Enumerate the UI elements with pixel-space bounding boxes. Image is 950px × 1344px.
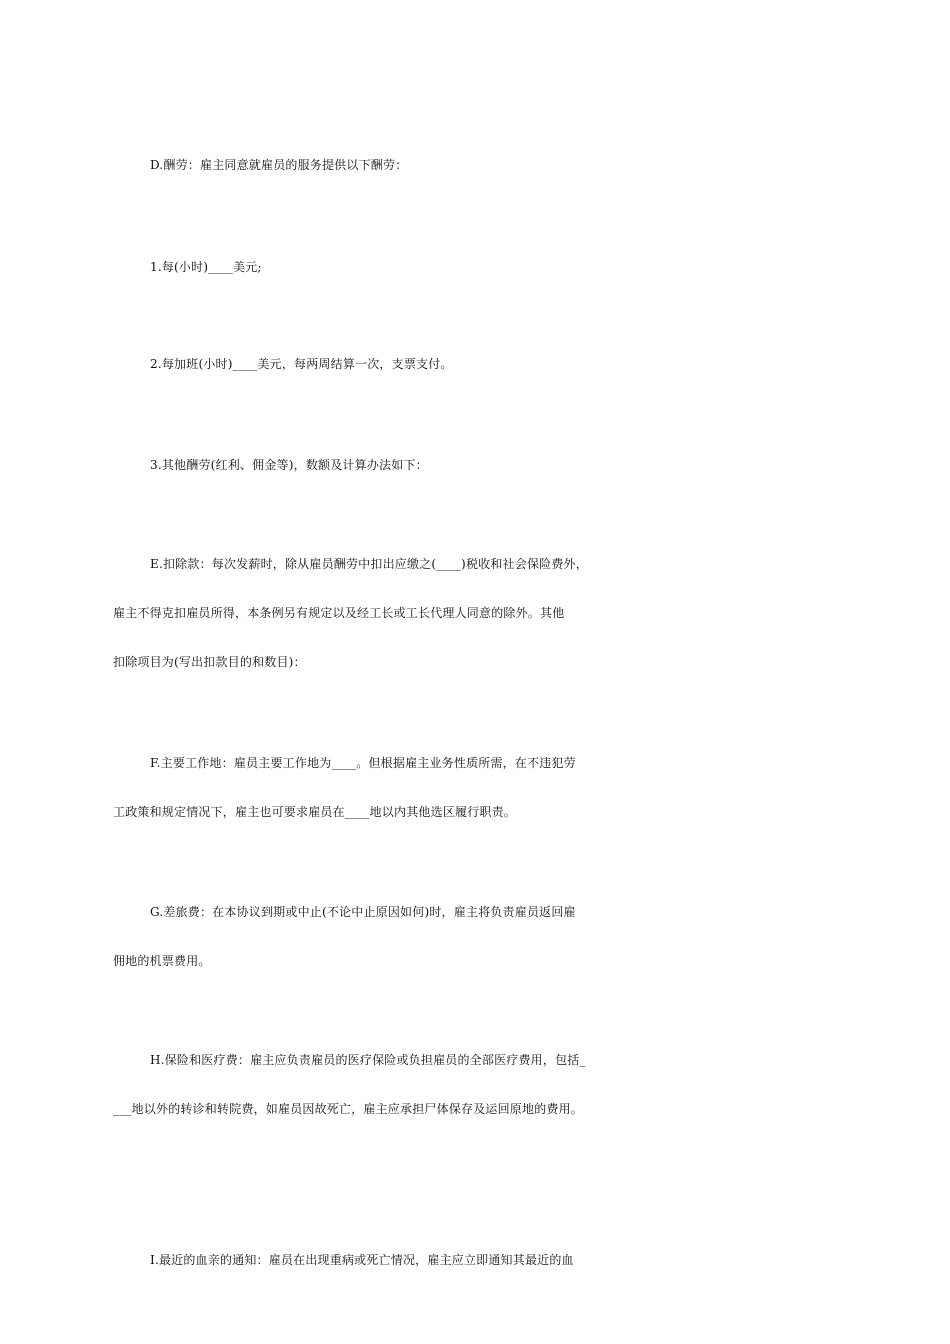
clause-i-line-1: I.最近的血亲的通知：雇员在出现重病或死亡情况，雇主应立即通知其最近的血: [150, 1253, 574, 1267]
clause-d-item-2: 2.每加班(小时)____美元，每两周结算一次，支票支付。: [150, 357, 453, 371]
clause-h-line-1: H.保险和医疗费：雇主应负责雇员的医疗保险或负担雇员的全部医疗费用，包括_: [150, 1053, 586, 1067]
clause-d-heading: D.酬劳：雇主同意就雇员的服务提供以下酬劳：: [150, 158, 408, 172]
clause-f-line-1: F.主要工作地：雇员主要工作地为____。但根据雇主业务性质所需，在不违犯劳: [150, 756, 576, 770]
clause-e-line-3: 扣除项目为(写出扣款目的和数目)：: [113, 655, 306, 669]
clause-h-line-2: ___地以外的转诊和转院费，如雇员因故死亡，雇主应承担尸体保存及运回原地的费用。: [113, 1102, 584, 1116]
clause-g-line-1: G.差旅费：在本协议到期或中止(不论中止原因如何)时，雇主将负责雇员返回雇: [150, 905, 576, 919]
clause-f-line-2: 工政策和规定情况下，雇主也可要求雇员在____地以内其他选区履行职责。: [113, 805, 517, 819]
clause-d-item-1: 1.每(小时)____美元;: [150, 260, 262, 274]
clause-d-item-3: 3.其他酬劳(红利、佣金等)，数额及计算办法如下：: [150, 458, 428, 472]
clause-e-line-1: E.扣除款：每次发薪时，除从雇员酬劳中扣出应缴之(____)税收和社会保险费外，: [150, 557, 588, 571]
clause-g-line-2: 佣地的机票费用。: [113, 954, 211, 968]
clause-e-line-2: 雇主不得克扣雇员所得，本条例另有规定以及经工长或工长代理人同意的除外。其他: [113, 606, 565, 620]
